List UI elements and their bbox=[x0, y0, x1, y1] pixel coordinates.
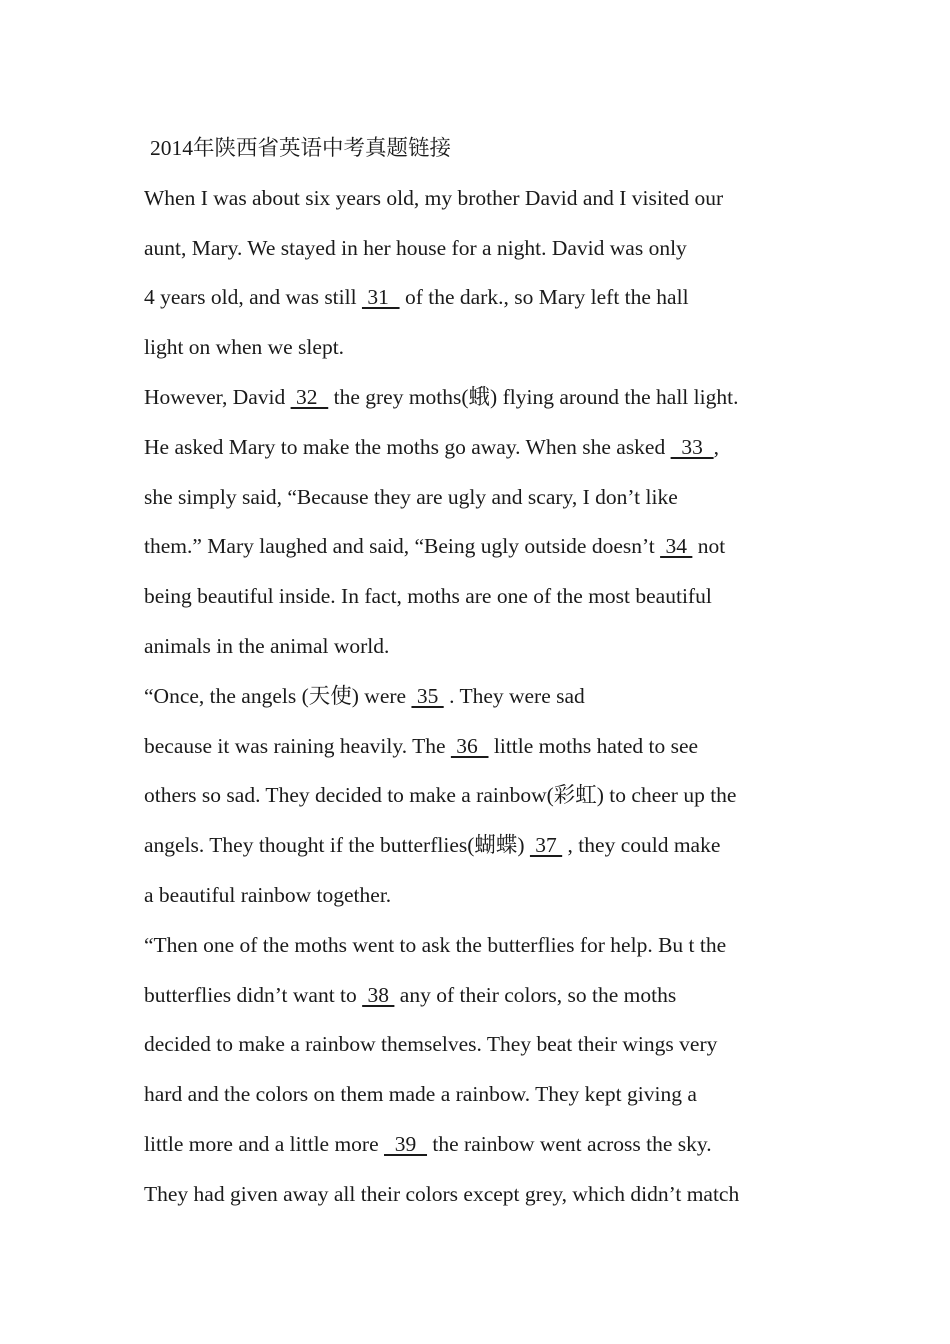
passage-line bbox=[144, 1070, 834, 1120]
passage-line bbox=[144, 373, 834, 423]
passage-line bbox=[144, 622, 834, 672]
passage-text: decided to make a rainbow themselves. They beat their wings very bbox=[144, 1032, 718, 1057]
answer-blank: 36 bbox=[450, 733, 489, 758]
passage-text: , bbox=[713, 434, 719, 459]
passage-line bbox=[144, 1120, 834, 1170]
passage-text: aunt, Mary. We stayed in her house for a night. David was only bbox=[144, 235, 687, 260]
passage-text: When I was about six years old, my brother David and I visited our bbox=[144, 185, 724, 210]
passage-text: light on when we slept. bbox=[144, 335, 345, 360]
passage-text: However, David bbox=[144, 384, 291, 409]
passage-line bbox=[144, 473, 834, 523]
passage-line bbox=[144, 771, 834, 821]
passage-line bbox=[144, 971, 834, 1021]
answer-blank: 38 bbox=[362, 982, 395, 1007]
passage-line bbox=[144, 871, 834, 921]
passage-line bbox=[144, 1020, 834, 1070]
answer-blank: 33 bbox=[670, 434, 714, 459]
passage-line bbox=[144, 522, 834, 572]
passage-text: the grey moths(蛾) flying around the hall light. bbox=[328, 384, 739, 409]
answer-blank: 32 bbox=[290, 384, 329, 409]
passage-line bbox=[144, 722, 834, 772]
passage-text: not bbox=[692, 534, 726, 559]
passage-line bbox=[144, 423, 834, 473]
passage-text: “Then one of the moths went to ask the butterflies for help. Bu t the bbox=[144, 932, 727, 957]
passage-text: . They were sad bbox=[443, 683, 585, 708]
passage-text: 4 years old, and was still bbox=[144, 285, 362, 310]
passage-text: little more and a little more bbox=[144, 1131, 385, 1156]
passage-text: being beautiful inside. In fact, moths are one of the most beautiful bbox=[144, 584, 712, 609]
passage-text: the rainbow went across the sky. bbox=[427, 1131, 712, 1156]
passage-line bbox=[144, 174, 834, 224]
answer-blank: 34 bbox=[660, 534, 693, 559]
passage-line bbox=[144, 1170, 834, 1220]
passage-text: hard and the colors on them made a rainbow. They kept giving a bbox=[144, 1082, 697, 1107]
passage-text: because it was raining heavily. The bbox=[144, 733, 451, 758]
passage-line bbox=[144, 572, 834, 622]
passage-text: animals in the animal world. bbox=[144, 633, 390, 658]
answer-blank: 31 bbox=[361, 285, 400, 310]
passage-text: a beautiful rainbow together. bbox=[144, 882, 392, 907]
passage-text: any of their colors, so the moths bbox=[394, 982, 677, 1007]
passage-text: , they could make bbox=[562, 833, 721, 858]
passage-line bbox=[144, 273, 834, 323]
passage-text: others so sad. They decided to make a rainbow(彩虹) to cheer up the bbox=[144, 783, 737, 808]
passage-text: angels. They thought if the butterflies(蝴蝶) bbox=[144, 833, 530, 858]
answer-blank: 35 bbox=[411, 683, 444, 708]
passage-text: He asked Mary to make the moths go away. When she asked bbox=[144, 434, 671, 459]
passage-text: butterflies didn’t want to bbox=[144, 982, 363, 1007]
passage bbox=[144, 124, 834, 1220]
passage-line bbox=[144, 323, 834, 373]
heading: 2014年陕西省英语中考真题链接 bbox=[150, 136, 452, 160]
passage-text: them.” Mary laughed and said, “Being ugly outside doesn’t bbox=[144, 534, 661, 559]
answer-blank: 39 bbox=[384, 1131, 428, 1156]
passage-line bbox=[144, 672, 834, 722]
passage-text: They had given away all their colors except grey, which didn’t match bbox=[144, 1181, 740, 1206]
passage-line bbox=[144, 921, 834, 971]
passage-text: of the dark., so Mary left the hall bbox=[399, 285, 689, 310]
passage-text: she simply said, “Because they are ugly and scary, I don’t like bbox=[144, 484, 678, 509]
passage-line bbox=[144, 224, 834, 274]
answer-blank: 37 bbox=[529, 833, 563, 858]
passage-body bbox=[144, 174, 834, 1220]
passage-line bbox=[144, 821, 834, 871]
passage-text: “Once, the angels (天使) were bbox=[144, 683, 412, 708]
passage-text: little moths hated to see bbox=[488, 733, 699, 758]
